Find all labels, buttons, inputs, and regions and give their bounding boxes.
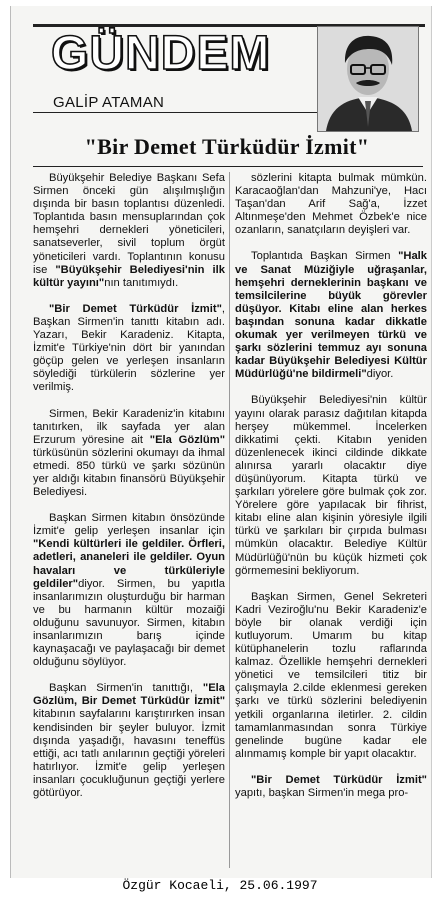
emphasized-quote: "Kendi kültürleri ile geldiler. Örfleri, adetleri, ananeleri ile geldiler. Oyun havaları ve türküleriyle geldiler" [33, 538, 225, 590]
paragraph-text: Büyükşehir Belediyesi'nin kültür yayını olarak parasız dağıtılan kitapda herşey mükemmel. İncelerken dikkatimi çekti. Kitabın yeniden düzenlenecek ikinci cildinde dikkate alınırsa yararlı olacaktır diye düşünüyorum. Kitapta türkü ve şarkıları yörelere göre bulmak çok zor. Yörelere göre yapılacak bir fihrist, kitabı eline alan kişinin yöresiyle ilgili türkü ve şarkıları bir çırpıda bulması mümkün olacaktır. Belediye Kültür Müdürlüğü'nün bu küçük hizmeti çok görmemesini bekliyorum. [235, 394, 427, 577]
source-caption: Özgür Kocaeli, 25.06.1997 [122, 878, 318, 893]
emphasized-quote: "Büyükşehir Belediyesi'nin ilk kültür yayını" [33, 263, 225, 289]
paragraph-text: nın tanıtımıydı. [104, 276, 179, 289]
paragraph-text: Başkan Sirmen kitabın önsözünde İzmit'e gelip yerleşen insanlar için [33, 512, 225, 538]
article-paragraph [33, 172, 225, 290]
paragraph-text: diyor. [366, 368, 394, 381]
article-paragraph [33, 512, 225, 669]
paragraph-text: Başkan Sirmen'in tanıttığı, [49, 682, 203, 695]
emphasized-quote: "Halk ve Sanat Müziğiyle uğraşanlar, hemşehri derneklerinin başkanı ve temsilcilerine büyük görevler düşüyor. Kitabı eline alan herkes başından sonuna kadar dikkatle okumak yer verilmeyen türkü ve şarkı sözlerini temmuz ayı sonuna kadar Büyükşehir Belediyesi Kültür Müdürlüğü'ne bildirmeli" [235, 250, 427, 381]
author-rule [33, 112, 319, 113]
newspaper-clipping [10, 6, 432, 878]
author-portrait-image [318, 27, 418, 131]
column-divider [229, 172, 230, 868]
paragraph-text: sözlerini kitapta bulmak mümkün. Karacaoğlan'dan Mahzuni'ye, Hacı Taşan'dan Arif Sağ'a, İzzet Altınmeşe'den Mehmet Özbek'e nice ozanların, sanatçıların deyişleri var. [235, 172, 427, 237]
emphasized-quote: "Bir Demet Türküdür İzmit" [49, 302, 222, 315]
article-paragraph [33, 408, 225, 500]
emphasized-quote: "Bir Demet Türküdür İzmit" [251, 773, 427, 786]
article-paragraph [235, 774, 427, 800]
article-paragraph [235, 394, 427, 577]
article-column-left [33, 172, 225, 868]
article-column-right [235, 172, 427, 868]
headline-rule [33, 166, 423, 167]
paragraph-text: türküsünün sözlerini okumayı da ihmal etmedi. 850 türkü ve şarkı sözünün yer aldığı kitabın finansörü Büyükşehir Belediyesi. [33, 446, 225, 499]
paragraph-text: Toplantıda Başkan Sirmen [251, 250, 399, 263]
article-paragraph [235, 250, 427, 381]
emphasized-quote: "Ela Gözlüm" [149, 433, 225, 446]
article-paragraph [33, 682, 225, 800]
paragraph-text: Büyükşehir Belediye Başkanı Sefa Sirmen önceki gün alışılmışlığın dışında bir basın toplantısı düzenledi. Toplantıda basın mensuplarından çok hemşehri dernekleri yöneticileri, sanatseverler, sivil toplum örgüt yöneticileri vardı. Toplantının konusu ise [33, 172, 225, 276]
paragraph-text: kitabının sayfalarını karıştırırken insan kendisinden bir şeyler buluyor. İzmit dışında yaşadığı, havasını teneffüs ettiği, acı tatlı anılarının geçtiği yöreleri hatırlıyor. İzmit'e gelip yerleşen insanları çocukluğunun geçtiği yerlere götürüyor. [33, 708, 225, 800]
article-paragraph [235, 591, 427, 761]
author-photo [317, 26, 419, 132]
article-paragraph [235, 172, 427, 237]
author-name: GALİP ATAMAN [53, 94, 165, 111]
emphasized-quote: "Ela Gözlüm, Bir Demet Türküdür İzmit" [33, 682, 225, 708]
section-title: GÜNDEM [51, 27, 271, 80]
paragraph-text: Başkan Sirmen, Genel Sekreteri Kadri Veziroğlu'nu Bekir Karadeniz'e böyle bir olanak verdiği için kutluyorum. Umarım bu kitap kütüphanelerin tozlu raflarında kalmaz. Özellikle hemşehri dernekleri yönetici ve temsilcileri titiz bir çalışmayla 2.cilde eklenmesi gereken şarkı ve türkü sözlerini belediyenin yetkili organlarına iletirler. 2. cildin tamamlanmasından sonra Türkiye genelinde bugüne kadar ele alınmamış komple bir yapıt olacaktır. [235, 590, 427, 760]
paragraph-text: yapıtı, başkan Sirmen'in mega pro- [235, 787, 409, 800]
paragraph-text: , Başkan Sirmen'in tanıttı kitabın adı. Yazarı, Bekir Karadeniz. Kitapta, İzmit'e Türkiye'nin dört bir yanından göçüp gelen ve yerleşen insanların söylediği türkülerin sözlerine yer verilmiş. [33, 302, 225, 394]
headline: "Bir Demet Türküdür İzmit" [84, 134, 370, 159]
column-header [11, 6, 431, 132]
paragraph-text: diyor. Sirmen, bu yapıtla insanlarımızın oluşturduğu bir harman ve bu harmanın kültür mozaiği olduğunu savunuyor. Sirmen, kitabın insanlarımızın barış içinde kaynaşacağı ve paylaşacağı bir demet olduğunu söylüyor. [33, 577, 225, 669]
paragraph-text: Sirmen, Bekir Karadeniz'in kitabını tanıtırken, ilk sayfada yer alan Erzurum yöresine ait [33, 407, 225, 446]
article-paragraph [33, 303, 225, 395]
